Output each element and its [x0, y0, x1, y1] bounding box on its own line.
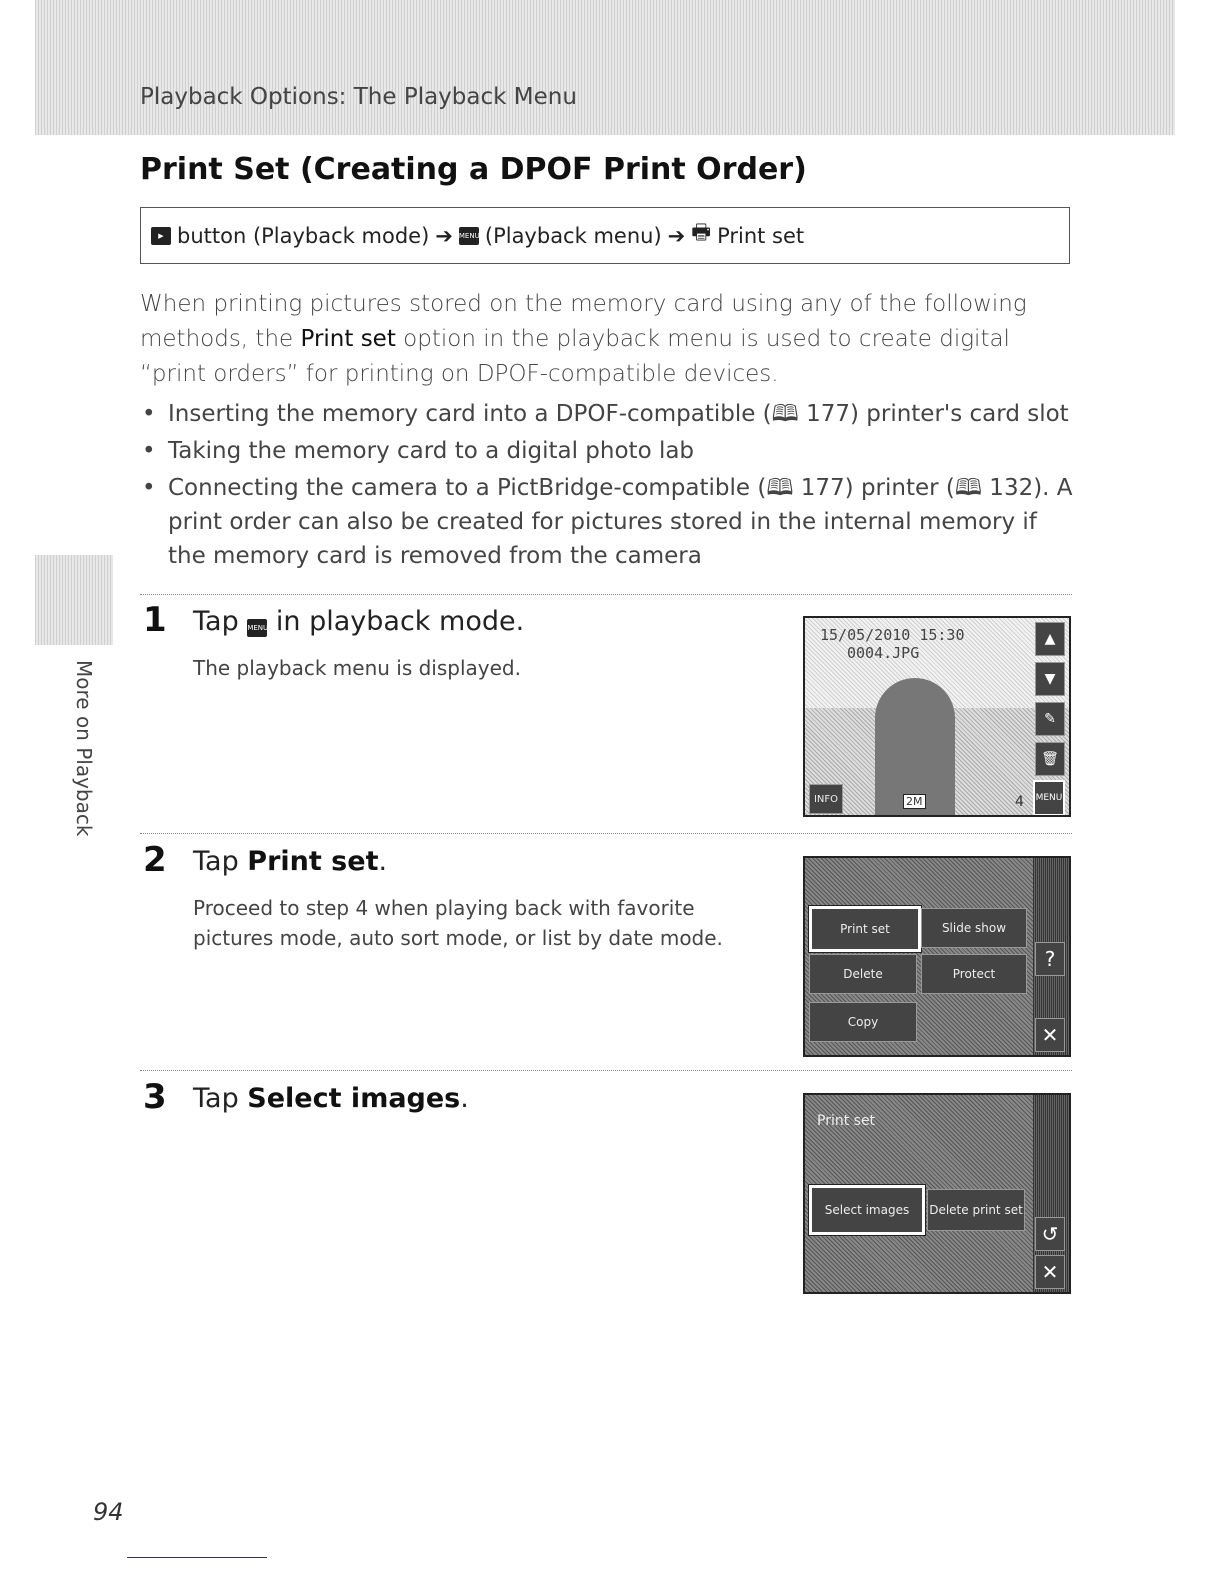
back-button[interactable]: ↺ [1035, 1217, 1065, 1251]
arrow-icon: ➔ [667, 223, 686, 248]
menu-path-box [140, 207, 1070, 264]
slide-show-button[interactable]: Slide show [921, 908, 1027, 948]
divider [140, 594, 1072, 595]
close-button[interactable]: ✕ [1035, 1018, 1065, 1052]
file-name: 0004.JPG [847, 644, 920, 662]
edit-icon[interactable]: ✎ [1035, 702, 1065, 736]
bold-text: Print set [300, 326, 396, 352]
image-count: 4 [1015, 794, 1024, 810]
footer-rule [127, 1557, 267, 1558]
menu-button[interactable]: MENU [1033, 780, 1065, 816]
delete-icon[interactable]: 🗑 [1035, 742, 1065, 776]
text: Tap [193, 846, 248, 877]
step-instruction [193, 606, 524, 637]
scroll-up-button[interactable]: ▲ [1035, 622, 1065, 656]
bullet-item: • Connecting the camera to a PictBridge-compatible (🕮 177) printer (🕮 132). A print order can also be created for pictures stored in the internal memory if the memory card is removed from the camera [140, 471, 1075, 573]
text: When printing pictures stored on the memory card using any of the following methods, the [140, 291, 1027, 352]
menu-icon: MENU [459, 227, 479, 245]
step-description: Proceed to step 4 when playing back with favorite pictures mode, auto sort mode, or list by date mode. [193, 896, 723, 950]
text: . [460, 1083, 469, 1114]
divider [140, 833, 1072, 834]
section-header [35, 0, 1175, 135]
protect-button[interactable]: Protect [921, 954, 1027, 994]
step-number: 1 [143, 600, 167, 640]
step-instruction [193, 846, 387, 877]
nav-text: Print set [717, 223, 805, 248]
intro-paragraph [140, 287, 1075, 392]
divider [140, 1070, 1072, 1071]
text: . [378, 846, 388, 877]
section-title: Playback Options: The Playback Menu [140, 84, 577, 110]
bullet-item: • Taking the memory card to a digital photo lab [140, 434, 1075, 468]
playback-button-icon: ▶ [151, 227, 171, 245]
page-number: 94 [93, 1498, 124, 1526]
page-title: Print Set (Creating a DPOF Print Order) [140, 152, 807, 187]
screen-title: Print set [817, 1113, 876, 1129]
select-images-button[interactable]: Select images [809, 1185, 925, 1235]
bold-text: Print set [247, 846, 379, 877]
bullet-list [140, 397, 1075, 576]
delete-print-set-button[interactable]: Delete print set [927, 1189, 1025, 1231]
print-icon: 🖶 [691, 220, 712, 244]
camera-screen-playback [803, 616, 1071, 817]
bold-text: Select images [247, 1083, 461, 1114]
nav-text: (Playback menu) [484, 223, 662, 248]
text: in playback mode. [275, 606, 525, 637]
close-button[interactable]: ✕ [1035, 1255, 1065, 1289]
text: Tap [193, 606, 239, 637]
image-size-icon: 2M [903, 794, 926, 809]
print-set-button[interactable]: Print set [809, 906, 921, 952]
step-description: The playback menu is displayed. [193, 656, 521, 680]
menu-icon: MENU [247, 619, 267, 637]
arrow-icon: ➔ [435, 223, 453, 248]
step-number: 3 [143, 1077, 167, 1117]
bullet-item: • Inserting the memory card into a DPOF-compatible (🕮 177) printer's card slot [140, 397, 1075, 431]
info-button[interactable]: INFO [809, 784, 843, 814]
text: option in the playback menu is used to create digital “print orders” for printing on DPOF-compatible devices. [140, 326, 1010, 387]
scroll-down-button[interactable]: ▼ [1035, 662, 1065, 696]
nav-text: button (Playback mode) [177, 223, 430, 248]
copy-button[interactable]: Copy [809, 1002, 917, 1042]
step-instruction [193, 1083, 469, 1114]
text: Tap [193, 1083, 248, 1114]
chapter-tab [35, 555, 113, 645]
help-button[interactable]: ? [1035, 942, 1065, 976]
date-readout: 15/05/2010 15:30 [820, 626, 965, 644]
camera-screen-print-set [803, 1093, 1071, 1294]
step-number: 2 [143, 840, 167, 880]
camera-screen-playback-menu [803, 856, 1071, 1057]
delete-button[interactable]: Delete [809, 954, 917, 994]
chapter-label: More on Playback [72, 660, 96, 837]
